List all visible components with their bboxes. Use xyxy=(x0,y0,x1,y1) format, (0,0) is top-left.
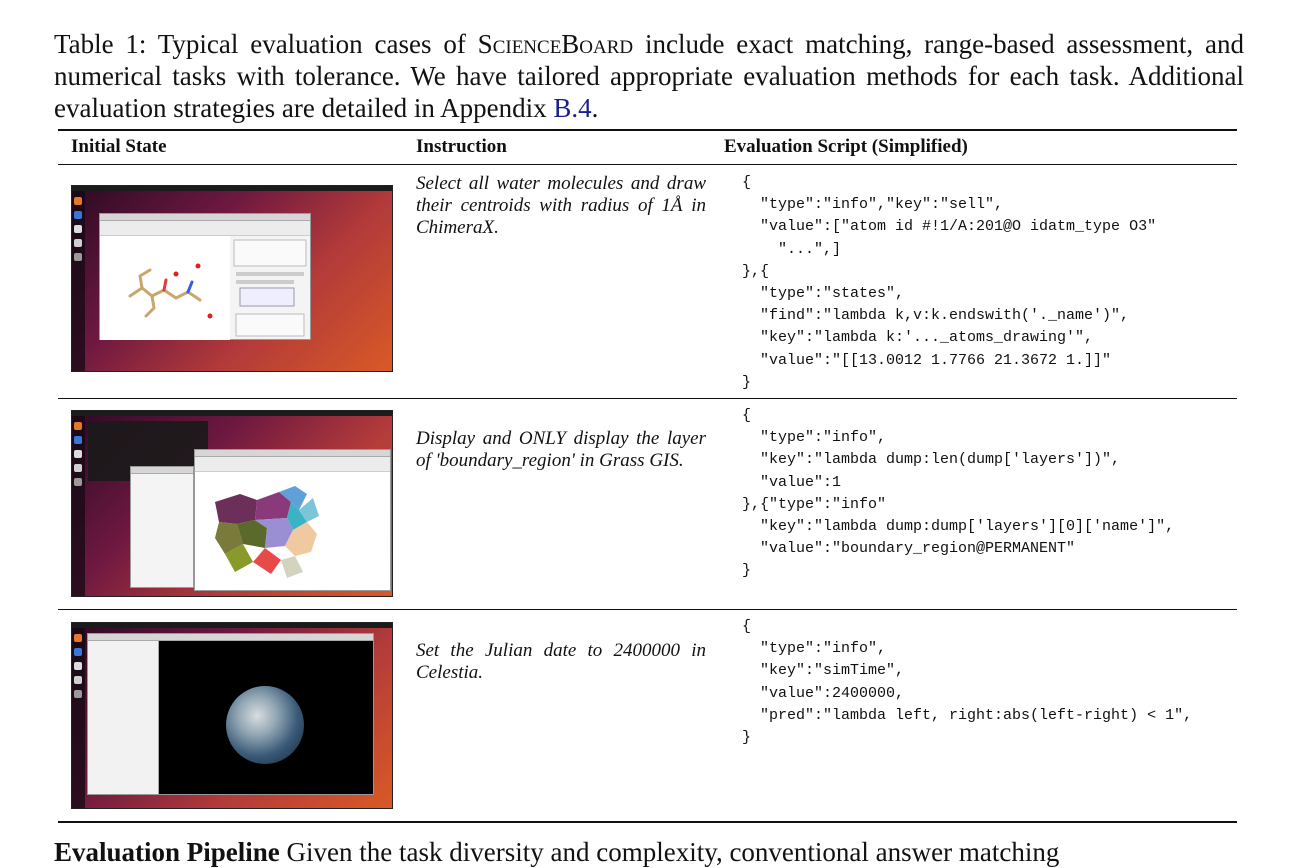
grass-gis-screenshot xyxy=(71,410,393,597)
script-grass-gis: { "type":"info", "key":"lambda dump:len(dump['layers'])", "value":1 },{"type":"info" "key":"lambda dump:dump['layers'][0]['name']", "value":"boundary_region@PERMANENT" } xyxy=(742,407,1175,580)
paragraph-text: Given the task diversity and complexity, conventional answer matching xyxy=(279,837,1060,867)
instruction-celestia: Set the Julian date to 2400000 in Celestia. xyxy=(416,640,706,683)
caption-text-1: Typical evaluation cases of xyxy=(146,29,478,59)
appendix-link[interactable]: B.4 xyxy=(553,93,592,123)
instruction-chimerax: Select all water molecules and draw their centroids with radius of 1Å in ChimeraX. xyxy=(416,173,706,238)
script-celestia: { "type":"info", "key":"simTime", "value":2400000, "pred":"lambda left, right:abs(left-right) < 1", } xyxy=(742,618,1193,747)
caption-end: . xyxy=(591,93,599,123)
chimerax-screenshot xyxy=(71,185,393,372)
caption-system-name: ScienceBoard xyxy=(477,29,634,59)
table-bottom-rule xyxy=(58,821,1237,823)
script-chimerax: { "type":"info","key":"sell", "value":["atom id #!1/A:201@O idatm_type O3" "...",] },{ "type":"states", "find":"lambda k,v:k.endswith('._name')", "key":"lambda k:'..._atoms_drawing'", "value":"[[13.0012 1.7766 21.3672 1.]]" } xyxy=(742,174,1157,391)
table-caption xyxy=(54,28,1244,124)
next-paragraph xyxy=(54,836,1244,868)
row-divider-1 xyxy=(58,398,1237,399)
row-divider-2 xyxy=(58,609,1237,610)
instruction-grass-gis: Display and ONLY display the layer of 'boundary_region' in Grass GIS. xyxy=(416,428,706,471)
header-instruction: Instruction xyxy=(416,136,507,157)
celestia-screenshot xyxy=(71,622,393,809)
paragraph-heading: Evaluation Pipeline xyxy=(54,837,280,867)
header-initial-state: Initial State xyxy=(71,136,167,157)
caption-label: Table 1: xyxy=(54,29,147,59)
caption-text-2: include exact matching, range-based assessment, and numerical tasks with tolerance. We have tailored appropriate evaluation methods for each task. Additional evaluation strategies are detailed in Appendix xyxy=(54,29,1244,123)
table-header-rule xyxy=(58,164,1237,165)
header-evaluation-script: Evaluation Script (Simplified) xyxy=(724,136,968,157)
table-top-rule xyxy=(58,129,1237,131)
